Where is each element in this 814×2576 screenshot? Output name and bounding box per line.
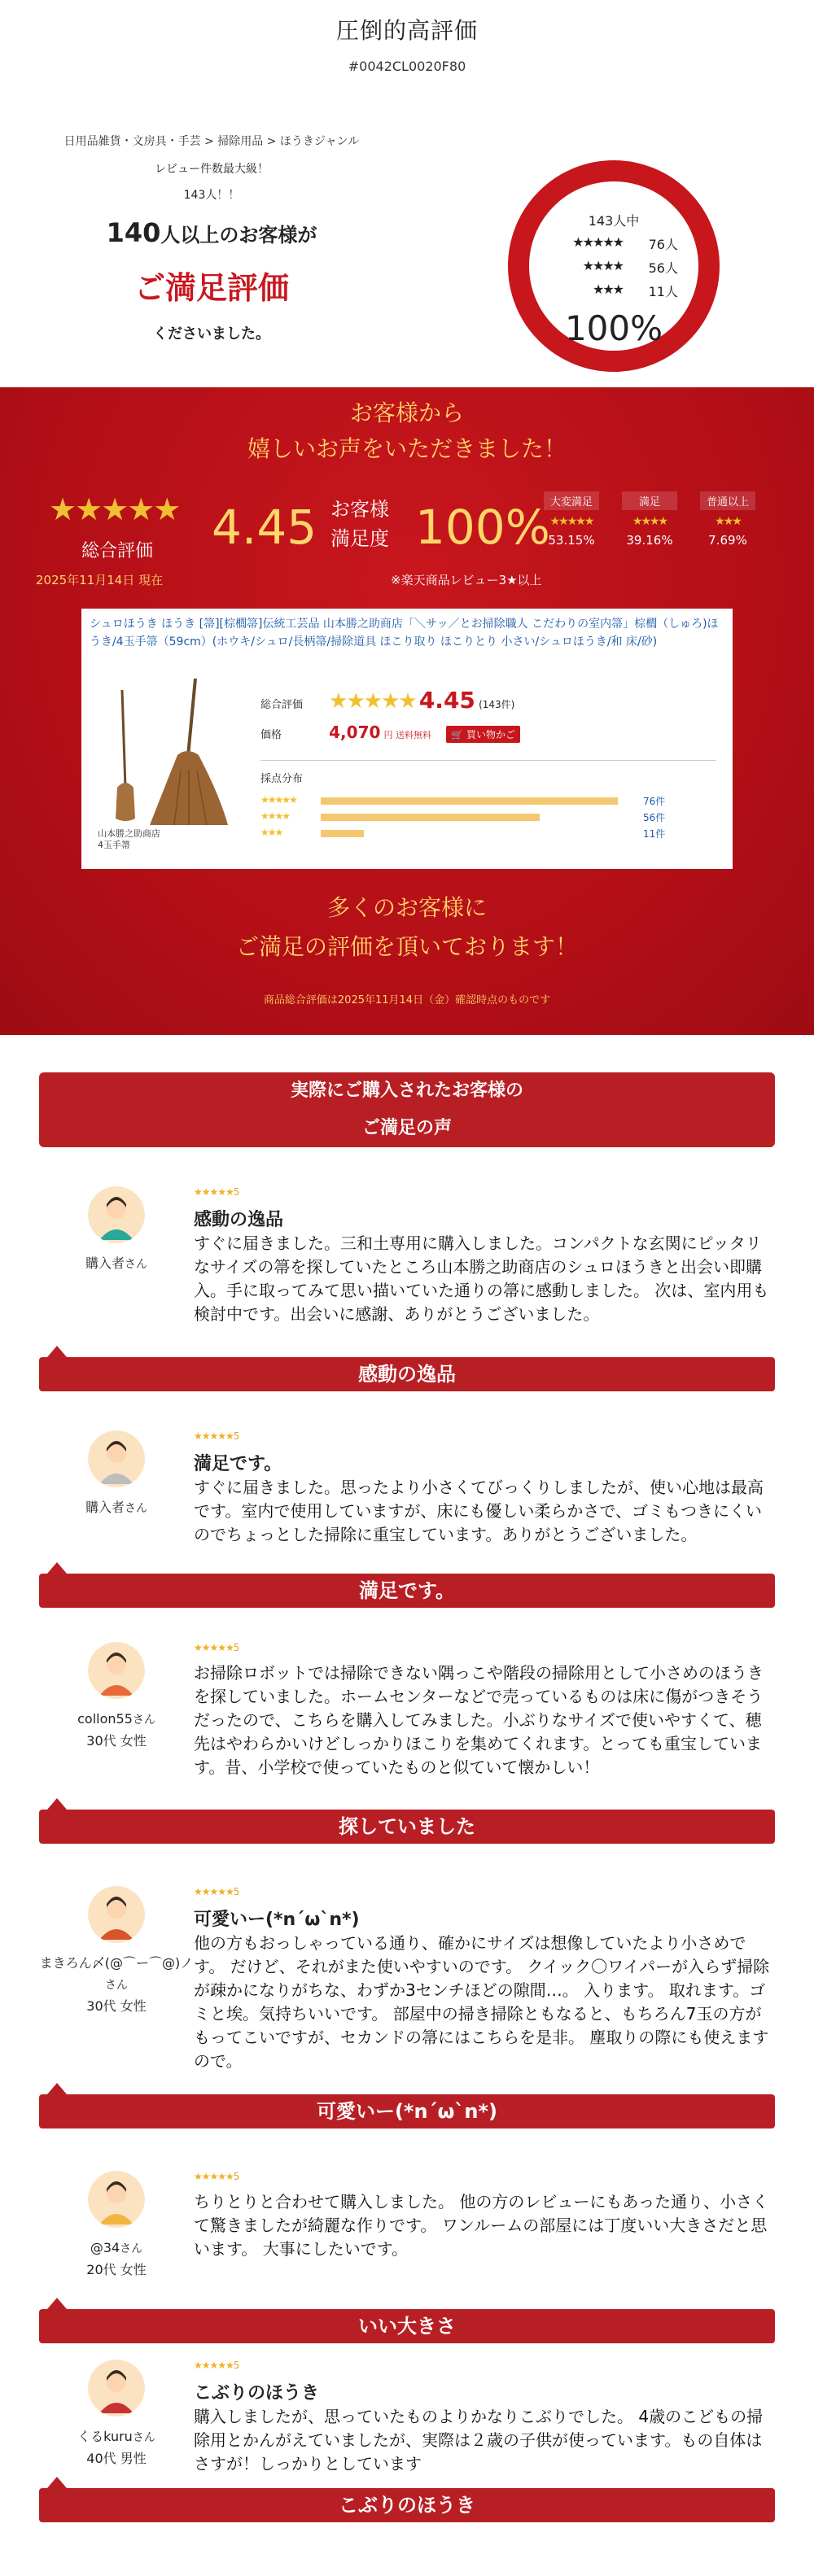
page-header (0, 0, 814, 74)
ring-row (529, 282, 698, 300)
reviewer-name: 購入者さん (85, 1500, 147, 1515)
review-title: 感動の逸品 (194, 1210, 284, 1230)
review-body: 他の方もおっしゃっている通り、確かにサイズは想像していたより小さめです。 だけど、それがまた使いやすいのです。 クイック〇ワイパーが入らず掃除が疎かになりがちな、わずか3センチほどの隙間…。 入ります。 取れます。ゴミと埃。気持ちいいです。 部屋中の掃き掃除ともなると、もちろん7玉の方がもってこいですが、セカンドの箒にはこちらを是非。 塵取りの際にも使えますので。 (194, 1933, 770, 2071)
banner-footnote: 商品総合評価は2025年11月14日（金）確認時点のものです (263, 994, 551, 1006)
review-title: 満足です。 (194, 1454, 282, 1474)
reviewer-name: collon55さん (77, 1711, 155, 1727)
banner-heading-line1: お客様から (349, 399, 464, 426)
price-label: 価格 (260, 729, 282, 741)
reviewer-meta: 20代 女性 (86, 2262, 147, 2277)
reviewer-info (39, 2426, 194, 2469)
rating-count-link[interactable]: (143件) (479, 699, 515, 710)
reviewer-info (39, 1953, 194, 2017)
voices-header-line1: 実際にご購入されたお客様の (290, 1081, 523, 1101)
overall-score: 4.45 (212, 500, 317, 555)
summary-section (0, 74, 814, 348)
review-rating (194, 2360, 239, 2371)
review-title: こぶりのほうき (194, 2383, 320, 2404)
distribution-count-link[interactable]: 56件 (643, 812, 666, 823)
user-avatar-icon (88, 1642, 145, 1699)
breakdown-box (700, 491, 755, 548)
reviewer-name: 購入者さん (85, 1255, 147, 1271)
breakdown-stars-icon: ★★★ (715, 515, 741, 528)
reviewer-meta: 40代 男性 (86, 2451, 147, 2466)
breakdown-stars-icon: ★★★★★ (549, 515, 593, 528)
rating-banner (0, 387, 814, 1035)
banner-bottom-line2: ご満足の評価を頂いております！ (235, 933, 578, 960)
review-summary-bar: 探していました (39, 1810, 775, 1844)
customers-text: 人以上のお客様が (160, 224, 317, 247)
rating-label: 総合評価 (260, 699, 304, 711)
satisfaction-ring (508, 160, 720, 372)
review-count-line: レビュー件数最大級！ (155, 163, 269, 176)
product-card (81, 609, 733, 869)
user-avatar-icon (88, 2171, 145, 2228)
ring-row (529, 258, 698, 277)
summary-text (33, 133, 391, 343)
breakdown-label: 大変満足 (544, 491, 599, 510)
review-bar-notch (47, 2477, 67, 2488)
satisfaction-label-2: 満足度 (330, 527, 389, 550)
ring-row-stars: ★★★★ (582, 258, 623, 273)
ring-percentage: 100% (564, 308, 663, 348)
user-avatar-icon (88, 1186, 145, 1243)
reviewer-name: @34さん (90, 2240, 143, 2255)
review-rating (194, 1886, 239, 1897)
review-bar-notch (47, 1798, 67, 1810)
review-body: 購入しましたが、思っていたものよりかなりこぶりでした。 4歳のこどもの掃除用とかんがえていましたが、実際は２歳の子供が使っています。もの自体はさすが！しっかりとしています (194, 2407, 764, 2473)
user-avatar-icon (88, 1430, 145, 1487)
banner-bottom-line1: 多くのお客様に (326, 894, 487, 921)
distribution-label: 採点分布 (260, 773, 304, 785)
distribution-count-link[interactable]: 76件 (643, 796, 666, 807)
review-summary-bar: 可愛いー(*n´ω`n*) (39, 2094, 775, 2128)
satisfied-heading: ご満足評価 (133, 270, 289, 306)
voices-header (39, 1072, 775, 1147)
review-stars-icon: ★★★★★ (194, 2360, 234, 2371)
review-stars-number: 5 (233, 2360, 240, 2371)
ring-row-count: 56人 (648, 260, 678, 276)
card-divider (260, 760, 716, 761)
user-avatar-icon (88, 1886, 145, 1943)
distribution-stars-icon: ★★★ (260, 827, 282, 838)
breakdown-percentage: 53.15% (548, 533, 595, 548)
review-stars-number: 5 (233, 1886, 240, 1897)
breakdown-stars-icon: ★★★★ (632, 515, 667, 528)
review-stars-icon: ★★★★★ (194, 1186, 234, 1198)
distribution-row (260, 810, 716, 823)
product-price-row (260, 723, 520, 743)
ring-row-stars: ★★★ (592, 282, 623, 297)
breakdown-label: 普通以上 (700, 491, 755, 510)
satisfaction-label-1: お客様 (330, 498, 389, 521)
price-unit: 円 送料無料 (383, 730, 432, 740)
broom-image (90, 674, 244, 828)
review-body: すぐに届きました。思ったより小さくてびっくりしましたが、使い心地は最高です。室内で使用していますが、床にも優しい柔らかさで、ゴミもつきにくいのでちょっとした掃除に重宝しています。ありがとうございました。 (194, 1478, 764, 1544)
review-bar-notch (47, 1346, 67, 1357)
voices-header-line2: ご満足の声 (361, 1118, 452, 1138)
ring-row (529, 234, 698, 253)
rating-stars-icon: ★★★★★ (329, 689, 416, 714)
review-stars-number: 5 (233, 1642, 240, 1653)
breakdown-label: 満足 (622, 491, 677, 510)
distribution-bar (321, 797, 618, 805)
product-rating-row (260, 687, 514, 714)
review-stars-number: 5 (233, 1186, 240, 1198)
review-rating (194, 2171, 239, 2182)
add-to-cart-button[interactable]: 🛒 買い物かご (446, 726, 520, 743)
price-value: 4,070 (329, 723, 381, 742)
review-bar-notch (47, 2083, 67, 2094)
image-caption-2: 4玉手箒 (98, 840, 130, 850)
distribution-stars-icon: ★★★★★ (260, 794, 296, 806)
breakdown-percentage: 39.16% (626, 533, 673, 548)
review-rating (194, 1186, 239, 1198)
distribution-row (260, 827, 716, 840)
review-bar-notch (47, 1562, 67, 1574)
review-body: ちりとりと合わせて購入しました。 他の方のレビューにもあった通り、小さくて驚きましたが綺麗な作りです。 ワンルームの部屋には丁度いい大きさだと思います。 大事にしたいです。 (194, 2192, 769, 2259)
review-title: 可愛いー(*n´ω`n*) (194, 1910, 360, 1930)
overall-stars-icon: ★★★★★ (49, 491, 180, 527)
ring-row-count: 76人 (648, 237, 678, 252)
rating-score: 4.45 (418, 687, 475, 714)
review-count-number: 143人！！ (183, 189, 240, 202)
review-summary-bar: 満足です。 (39, 1574, 775, 1608)
page-title: 圧倒的高評価 (335, 17, 478, 44)
reviewer-name: まきろん〆(@⌒ー⌒@)ノさん (39, 1955, 194, 1992)
customers-line (33, 217, 391, 248)
banner-bottom-message (0, 889, 814, 967)
distribution-row (260, 794, 716, 807)
breadcrumb: 日用品雑貨・文房具・手芸 > 掃除用品 > ほうきジャンル (63, 135, 360, 148)
ring-row-count: 11人 (648, 284, 678, 299)
breakdown-box (544, 491, 599, 548)
review-stars-icon: ★★★★★ (194, 1642, 234, 1653)
review-stars-icon: ★★★★★ (194, 2171, 234, 2182)
user-avatar-icon (88, 2360, 145, 2417)
review-body: すぐに届きました。三和土専用に購入しました。コンパクトな玄関にピッタリなサイズの箒を探していたところ山本勝之助商店のシュロほうきと出会い即購入。手に取ってみて思い描いていた通りの箒に感動しました。 次は、室内用も検討中です。出会いに感謝、ありがとうございました。 (194, 1233, 769, 1324)
distribution-stars-icon: ★★★★ (260, 810, 290, 822)
thanks-line: くださいました。 (153, 325, 270, 343)
reviewer-info (39, 1709, 194, 1752)
banner-heading-line2: 嬉しいお声をいただきました！ (247, 435, 567, 462)
product-code: #0042CL0020F80 (348, 59, 466, 74)
distribution-count-link[interactable]: 11件 (643, 828, 666, 840)
review-body: お掃除ロボットでは掃除できない隅っこや階段の掃除用として小さめのほうきを探していました。ホームセンターなどで売っているものは床に傷がつきそうだったので、こちらを購入してみました。小ぶりなサイズで使いやすくて、穂先はやわらかいけどしっかりほこりを集めてくれます。とっても重宝しています。昔、小学校で使っていたものと似ていて懐かしい！ (194, 1663, 764, 1777)
review-bar-notch (47, 2298, 67, 2309)
ring-row-stars: ★★★★★ (572, 234, 623, 250)
banner-heading (0, 395, 814, 467)
satisfaction-label (330, 495, 389, 553)
banner-stats (49, 491, 765, 581)
reviewer-name: くるkuruさん (77, 2429, 155, 2444)
overall-label: 総合評価 (81, 541, 154, 561)
product-title-link[interactable]: シュロほうき ほうき [箒][棕櫚箒]伝統工芸品 山本勝之助商店「＼サッ／とお掃除職人 こだわりの室内箒」棕櫚（しゅろ)ほうき/4玉手箒（59cm）(ホウキ/シュロ/長柄箒/掃除道具 ほこり取り ほこりとり 小さい/シュロほうき/和 床/砂) (90, 618, 719, 648)
review-summary-bar: いい大きさ (39, 2309, 775, 2343)
customers-number: 140 (106, 217, 161, 248)
review-stars-number: 5 (233, 2171, 240, 2182)
reviewer-meta: 30代 女性 (86, 1733, 147, 1749)
review-summary-bar: 感動の逸品 (39, 1357, 775, 1391)
review-stars-number: 5 (233, 1430, 240, 1442)
image-caption (98, 828, 160, 851)
review-rating (194, 1430, 239, 1442)
reviewer-meta: 30代 女性 (86, 1998, 147, 2014)
reviewer-info (39, 1497, 194, 1519)
reviewer-info (39, 1253, 194, 1275)
review-rating (194, 1642, 239, 1653)
ring-total: 143人中 (588, 213, 640, 229)
distribution-bar (321, 814, 540, 821)
rating-note: ※楽天商品レビュー3★以上 (391, 573, 542, 587)
review-stars-icon: ★★★★★ (194, 1430, 234, 1442)
review-stars-icon: ★★★★★ (194, 1886, 234, 1897)
image-caption-1: 山本勝之助商店 (98, 828, 160, 839)
breakdown-box (622, 491, 677, 548)
rating-date: 2025年11月14日 現在 (36, 573, 164, 587)
breakdown-percentage: 7.69% (708, 533, 747, 548)
distribution-bar (321, 830, 364, 837)
reviewer-info (39, 2238, 194, 2281)
satisfaction-percentage: 100% (415, 500, 550, 555)
review-summary-bar: こぶりのほうき (39, 2488, 775, 2522)
